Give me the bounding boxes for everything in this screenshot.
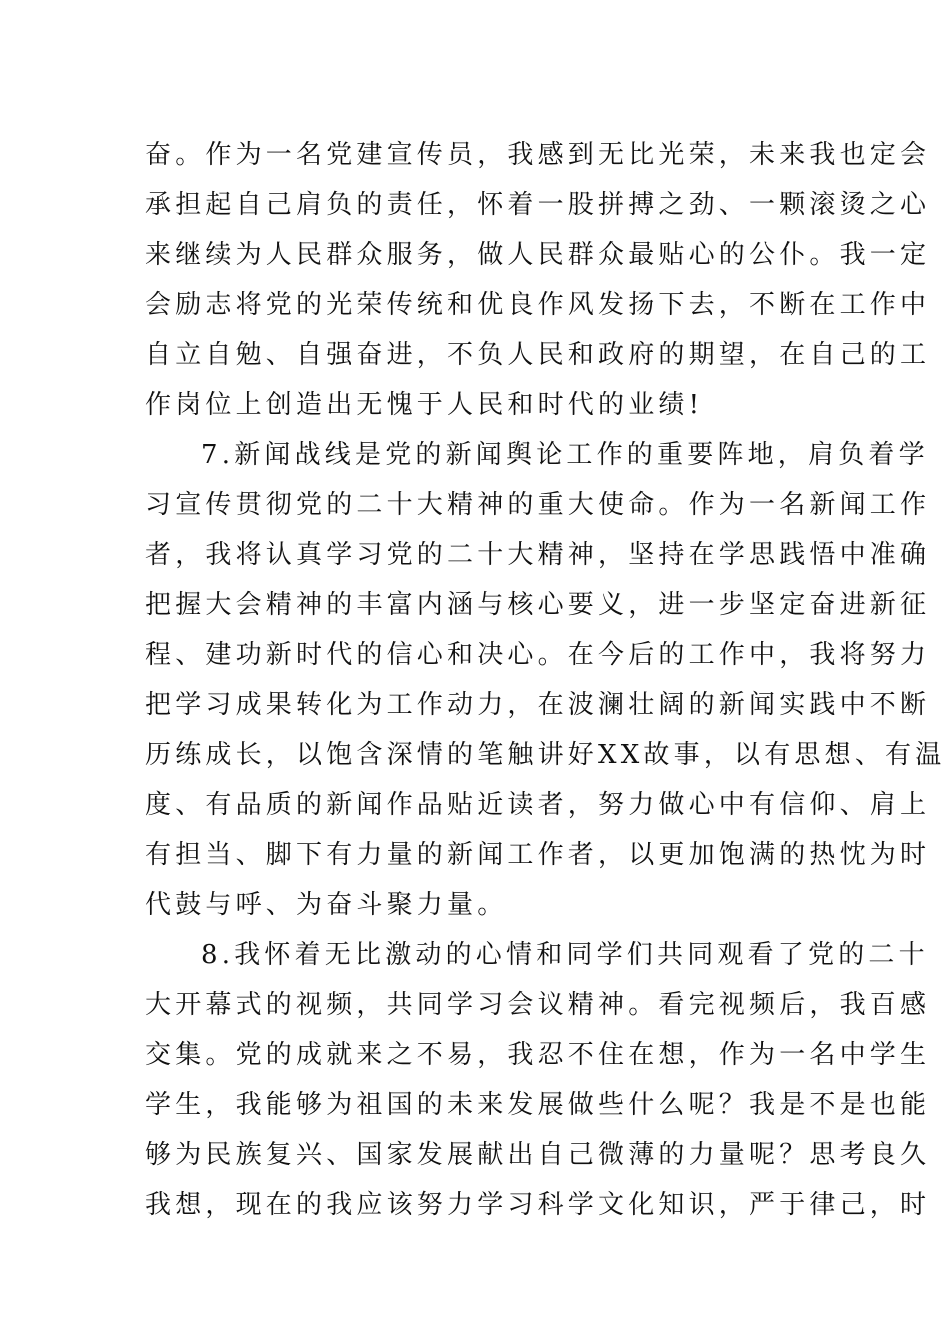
text-line: 大开幕式的视频，共同学习会议精神。看完视频后，我百感 <box>145 990 931 1020</box>
text-line: 来继续为人民群众服务，做人民群众最贴心的公仆。我一定 <box>145 240 931 270</box>
text-line: 奋。作为一名党建宣传员，我感到无比光荣，未来我也定会 <box>145 140 931 170</box>
text-line: 者，我将认真学习党的二十大精神，坚持在学思践悟中准确 <box>145 540 931 570</box>
text-line: 把握大会精神的丰富内涵与核心要义，进一步坚定奋进新征 <box>145 590 931 620</box>
text-line: 程、建功新时代的信心和决心。在今后的工作中，我将努力 <box>145 640 931 670</box>
text-line: 学生，我能够为祖国的未来发展做些什么呢？我是不是也能 <box>145 1090 931 1120</box>
text-line: 承担起自己肩负的责任，怀着一股拼搏之劲、一颗滚烫之心 <box>145 190 931 220</box>
text-line: 把学习成果转化为工作动力，在波澜壮阔的新闻实践中不断 <box>145 690 931 720</box>
text-line: 历练成长，以饱含深情的笔触讲好XX故事，以有思想、有温 <box>145 740 946 770</box>
document-body <box>145 130 946 1230</box>
text-line: 交集。党的成就来之不易，我忍不住在想，作为一名中学生 <box>145 1040 931 1070</box>
text-line: 作岗位上创造出无愧于人民和时代的业绩! <box>145 390 704 420</box>
text-line: 自立自勉、自强奋进，不负人民和政府的期望，在自己的工 <box>145 340 931 370</box>
paragraph-start-line: 8.我怀着无比激动的心情和同学们共同观看了党的二十 <box>201 940 929 970</box>
text-line: 度、有品质的新闻作品贴近读者，努力做心中有信仰、肩上 <box>145 790 931 820</box>
text-line: 会励志将党的光荣传统和优良作风发扬下去，不断在工作中 <box>145 290 931 320</box>
text-line: 我想，现在的我应该努力学习科学文化知识，严于律己，时 <box>145 1190 931 1220</box>
text-line: 习宣传贯彻党的二十大精神的重大使命。作为一名新闻工作 <box>145 490 931 520</box>
paragraph-start-line: 7.新闻战线是党的新闻舆论工作的重要阵地，肩负着学 <box>201 440 929 470</box>
text-line: 够为民族复兴、国家发展献出自己微薄的力量呢？思考良久 <box>145 1140 931 1170</box>
text-line: 有担当、脚下有力量的新闻工作者，以更加饱满的热忱为时 <box>145 840 931 870</box>
text-line: 代鼓与呼、为奋斗聚力量。 <box>145 890 508 920</box>
